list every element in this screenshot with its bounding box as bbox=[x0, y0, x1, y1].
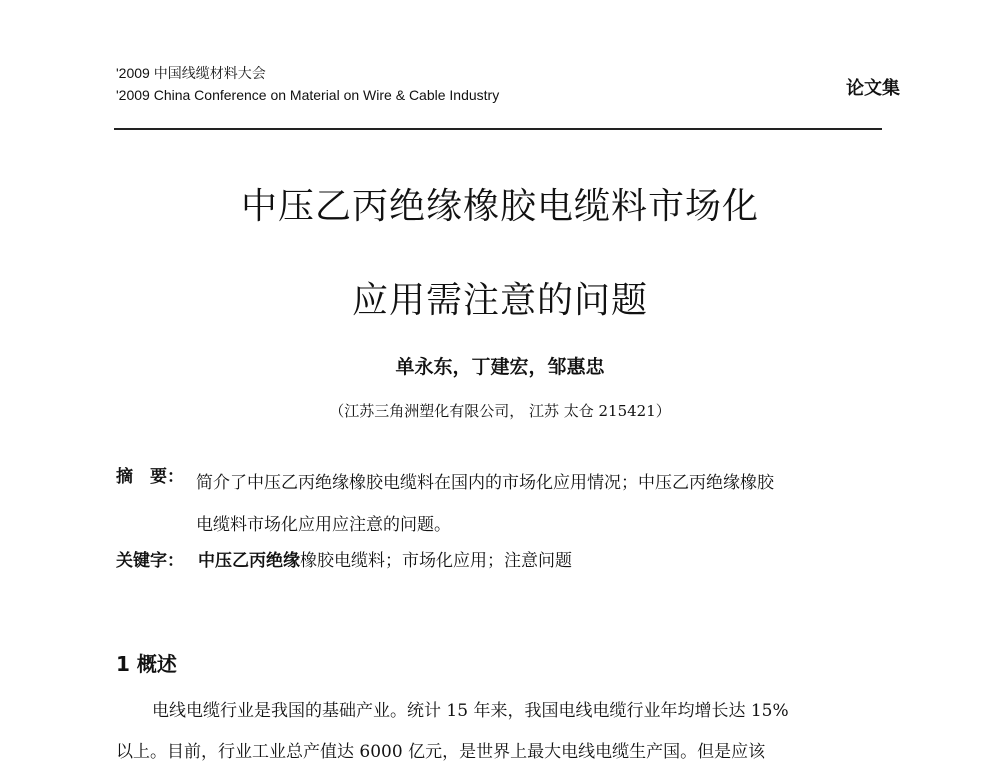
abstract-line1: 简介了中压乙丙绝缘橡胶电缆料在国内的市场化应用情况；中压乙丙绝缘橡胶 bbox=[196, 473, 774, 493]
abstract-line2: 电缆料市场化应用应注意的问题。 bbox=[196, 515, 451, 535]
authors: 单永东，丁建宏，邹惠忠 bbox=[395, 356, 605, 378]
affiliation: （江苏三角洲塑化有限公司， 江苏 太仓 215421） bbox=[329, 402, 671, 420]
keywords-rest: 橡胶电缆料；市场化应用；注意问题 bbox=[300, 551, 572, 571]
proceedings-label: 论文集 bbox=[846, 78, 900, 99]
abstract-text bbox=[196, 462, 886, 546]
abstract-label: 摘 要： bbox=[116, 467, 184, 487]
conference-name-en: '2009 China Conference on Material on Wire & Cable Industry bbox=[116, 87, 500, 103]
section-heading: 1 概述 bbox=[116, 652, 177, 676]
paper-title-line1: 中压乙丙绝缘橡胶电缆料市场化 bbox=[240, 186, 759, 227]
body-paragraph-line1: 电线电缆行业是我国的基础产业。统计 15 年来，我国电线电缆行业年均增长达 15% bbox=[152, 701, 789, 721]
body-paragraph-line2: 以上。目前，行业工业总产值达 6000 亿元，是世界上最大电线电缆生产国。但是应该 bbox=[116, 742, 766, 762]
paper-title-line2: 应用需注意的问题 bbox=[351, 280, 648, 321]
keywords-bold: 中压乙丙绝缘 bbox=[198, 551, 300, 571]
keywords-label: 关键字： bbox=[116, 551, 184, 571]
conference-header bbox=[116, 62, 499, 106]
conference-name-zh: '2009 中国线缆材料大会 bbox=[116, 65, 266, 81]
keywords-text bbox=[198, 546, 572, 571]
header-rule bbox=[114, 128, 882, 130]
